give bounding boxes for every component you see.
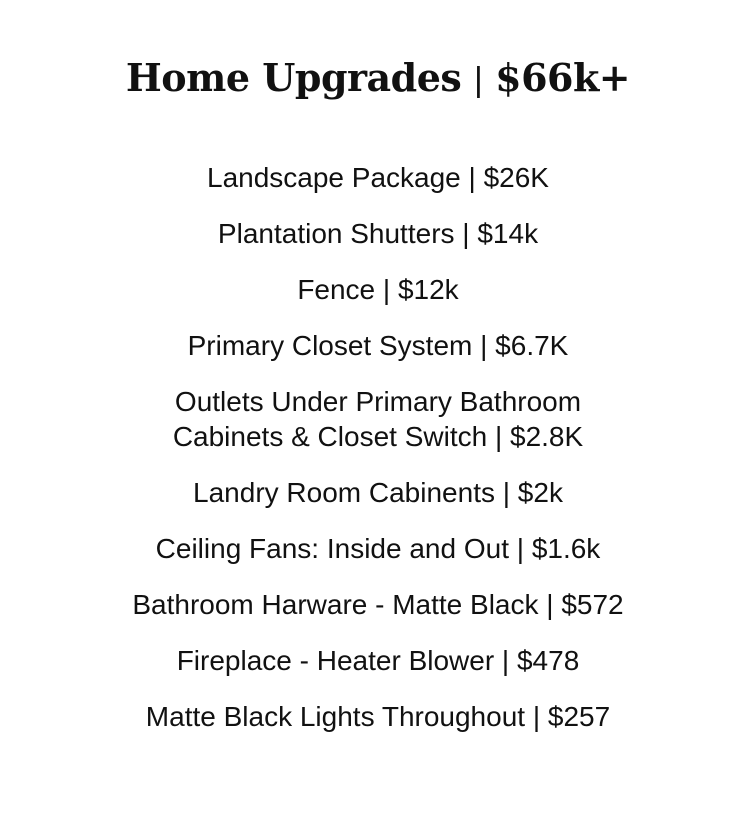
upgrade-item-fence: Fence | $12k	[297, 274, 459, 305]
upgrade-item-ceiling-fans: Ceiling Fans: Inside and Out | $1.6k	[155, 533, 601, 564]
title-separator: |	[474, 61, 483, 99]
upgrade-list	[40, 160, 716, 755]
upgrade-item-outlets-text: Outlets Under Primary Bathroom Cabinets & Closet Switch | $2.8K	[172, 386, 584, 452]
upgrade-item-shutters: Plantation Shutters | $14k	[217, 218, 539, 249]
upgrade-item-outlets	[40, 384, 716, 454]
upgrade-item-laundry-cabinets: Landry Room Cabinents | $2k	[193, 477, 563, 508]
upgrade-item-lights: Matte Black Lights Throughout | $257	[145, 701, 611, 732]
upgrade-item-fireplace: Fireplace - Heater Blower | $478	[176, 645, 580, 676]
page-title	[0, 52, 756, 106]
upgrade-item-closet-system: Primary Closet System | $6.7K	[187, 330, 569, 361]
upgrade-item-landscape: Landscape Package | $26K	[207, 162, 549, 193]
upgrade-item-bathroom-hardware: Bathroom Harware - Matte Black | $572	[132, 589, 624, 620]
title-total: $66k+	[495, 55, 631, 100]
title-text: Home Upgrades	[125, 55, 462, 100]
